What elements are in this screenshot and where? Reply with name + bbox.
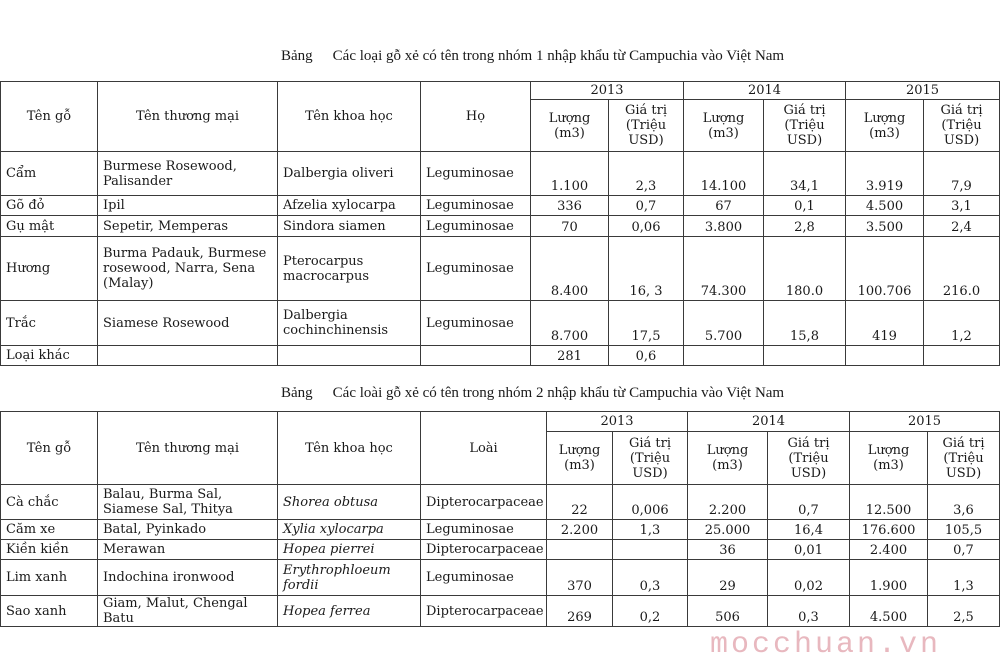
cell-trade-name: Batal, Pyinkado [98,520,278,540]
header-volume: Lượng (m3) [684,100,764,152]
cell-volume-2015: 3.500 [846,216,924,237]
header-value: Giá trị (Triệu USD) [928,432,1000,485]
cell-volume-2015: 3.919 [846,152,924,196]
cell-wood-name: Gõ đỏ [1,196,98,216]
cell-volume-2014: 3.800 [684,216,764,237]
cell-scientific-name: Hopea ferrea [278,596,421,627]
cell-wood-name: Căm xe [1,520,98,540]
header-family: Họ [421,82,531,152]
cell-family: Dipterocarpaceae [421,485,547,520]
cell-wood-name: Sao xanh [1,596,98,627]
cell-volume-2014: 506 [688,596,768,627]
header-trade-name: Tên thương mại [98,412,278,485]
cell-trade-name: Balau, Burma Sal, Siamese Sal, Thitya [98,485,278,520]
cell-volume-2015: 176.600 [850,520,928,540]
header-volume: Lượng (m3) [531,100,609,152]
cell-volume-2013: 336 [531,196,609,216]
cell-value-2014: 16,4 [768,520,850,540]
table-row [1,152,1000,196]
cell-scientific-name: Dalbergia oliveri [278,152,421,196]
cell-trade-name: Indochina ironwood [98,560,278,596]
cell-family: Dipterocarpaceae [421,540,547,560]
header-volume: Lượng (m3) [688,432,768,485]
cell-wood-name: Trắc [1,301,98,346]
header-scientific-name: Tên khoa học [278,82,421,152]
cell-volume-2013: 22 [547,485,613,520]
header-value: Giá trị (Triệu USD) [924,100,1000,152]
cell-volume-2013: 8.400 [531,237,609,301]
header-wood: Tên gỗ [1,82,98,152]
cell-scientific-name: Xylia xylocarpa [278,520,421,540]
cell-wood-name: Loại khác [1,346,98,366]
header-value: Giá trị (Triệu USD) [764,100,846,152]
cell-value-2014: 15,8 [764,301,846,346]
cell-wood-name: Hương [1,237,98,301]
cell-volume-2014: 25.000 [688,520,768,540]
table2-caption-title: Các loài gỗ xẻ có tên trong nhóm 2 nhập khẩu từ Campuchia vào Việt Nam [332,385,785,401]
cell-volume-2013: 370 [547,560,613,596]
cell-value-2015: 2,5 [928,596,1000,627]
cell-volume-2014: 14.100 [684,152,764,196]
header-value: Giá trị (Triệu USD) [613,432,688,485]
header-volume: Lượng (m3) [850,432,928,485]
cell-scientific-name: Pterocarpus macrocarpus [278,237,421,301]
header-wood: Tên gỗ [1,412,98,485]
header-value: Giá trị (Triệu USD) [768,432,850,485]
table-row [1,301,1000,346]
cell-volume-2015: 12.500 [850,485,928,520]
cell-volume-2013: 281 [531,346,609,366]
header-scientific-name: Tên khoa học [278,412,421,485]
table-row [1,485,1000,520]
cell-family: Leguminosae [421,216,531,237]
table-row [1,560,1000,596]
cell-value-2015: 3,6 [928,485,1000,520]
cell-value-2014: 0,3 [768,596,850,627]
header-family: Loài [421,412,547,485]
header-value: Giá trị (Triệu USD) [609,100,684,152]
header-year: 2013 [547,412,688,432]
cell-scientific-name: Sindora siamen [278,216,421,237]
cell-trade-name [98,346,278,366]
cell-family: Dipterocarpaceae [421,596,547,627]
cell-family [421,346,531,366]
table1-caption [0,48,1000,65]
cell-volume-2013: 2.200 [547,520,613,540]
cell-value-2014: 0,02 [768,560,850,596]
cell-volume-2014: 36 [688,540,768,560]
header-trade-name: Tên thương mại [98,82,278,152]
cell-volume-2013 [547,540,613,560]
header-year: 2013 [531,82,684,100]
cell-value-2014: 180.0 [764,237,846,301]
cell-trade-name: Sepetir, Memperas [98,216,278,237]
cell-value-2015: 3,1 [924,196,1000,216]
cell-volume-2013: 8.700 [531,301,609,346]
cell-scientific-name: Dalbergia cochinchinensis [278,301,421,346]
cell-value-2015: 105,5 [928,520,1000,540]
table-row [1,237,1000,301]
cell-value-2013: 1,3 [613,520,688,540]
header-year: 2014 [688,412,850,432]
cell-value-2015: 7,9 [924,152,1000,196]
table1-caption-label: Bảng [281,48,313,64]
cell-value-2013: 2,3 [609,152,684,196]
cell-value-2015 [924,346,1000,366]
cell-volume-2013: 70 [531,216,609,237]
cell-value-2013: 17,5 [609,301,684,346]
cell-volume-2014: 29 [688,560,768,596]
cell-volume-2014: 67 [684,196,764,216]
cell-value-2014: 2,8 [764,216,846,237]
cell-wood-name: Lim xanh [1,560,98,596]
cell-value-2014: 0,7 [768,485,850,520]
cell-value-2014: 0,1 [764,196,846,216]
cell-volume-2015: 4.500 [850,596,928,627]
header-row-years [1,412,1000,432]
cell-value-2013: 0,2 [613,596,688,627]
site-watermark: mocchuan.vn [710,628,942,662]
cell-value-2014 [764,346,846,366]
cell-value-2013: 16, 3 [609,237,684,301]
cell-family: Leguminosae [421,237,531,301]
cell-family: Leguminosae [421,301,531,346]
cell-value-2013 [613,540,688,560]
cell-trade-name: Ipil [98,196,278,216]
header-year: 2015 [846,82,1000,100]
cell-value-2013: 0,06 [609,216,684,237]
cell-family: Leguminosae [421,520,547,540]
cell-value-2013: 0,7 [609,196,684,216]
cell-value-2015: 216.0 [924,237,1000,301]
cell-volume-2014: 2.200 [688,485,768,520]
table-group1 [0,81,1000,366]
cell-scientific-name: Hopea pierrei [278,540,421,560]
cell-family: Leguminosae [421,560,547,596]
table-row [1,540,1000,560]
cell-scientific-name: Afzelia xylocarpa [278,196,421,216]
cell-volume-2015: 2.400 [850,540,928,560]
cell-volume-2015: 1.900 [850,560,928,596]
table-row [1,520,1000,540]
cell-wood-name: Kiền kiền [1,540,98,560]
cell-volume-2015: 4.500 [846,196,924,216]
header-volume: Lượng (m3) [846,100,924,152]
cell-value-2013: 0,6 [609,346,684,366]
cell-value-2013: 0,006 [613,485,688,520]
cell-trade-name: Burmese Rosewood, Palisander [98,152,278,196]
cell-family: Leguminosae [421,152,531,196]
cell-wood-name: Gụ mật [1,216,98,237]
header-volume: Lượng (m3) [547,432,613,485]
cell-value-2015: 1,2 [924,301,1000,346]
table-row [1,596,1000,627]
cell-value-2015: 0,7 [928,540,1000,560]
cell-volume-2015 [846,346,924,366]
cell-volume-2015: 100.706 [846,237,924,301]
header-year: 2015 [850,412,1000,432]
table-row [1,346,1000,366]
cell-scientific-name: Shorea obtusa [278,485,421,520]
cell-wood-name: Cà chắc [1,485,98,520]
cell-family: Leguminosae [421,196,531,216]
cell-volume-2013: 269 [547,596,613,627]
cell-volume-2014: 74.300 [684,237,764,301]
cell-value-2014: 34,1 [764,152,846,196]
cell-trade-name: Merawan [98,540,278,560]
table2-caption [0,385,1000,402]
table1-caption-title: Các loại gỗ xẻ có tên trong nhóm 1 nhập khẩu từ Campuchia vào Việt Nam [332,48,785,64]
cell-trade-name: Burma Padauk, Burmese rosewood, Narra, Sena (Malay) [98,237,278,301]
cell-volume-2013: 1.100 [531,152,609,196]
table2-caption-label: Bảng [281,385,313,401]
cell-value-2014: 0,01 [768,540,850,560]
cell-volume-2015: 419 [846,301,924,346]
cell-volume-2014: 5.700 [684,301,764,346]
header-row-years [1,82,1000,100]
cell-volume-2014 [684,346,764,366]
table-row [1,196,1000,216]
cell-scientific-name [278,346,421,366]
table-group2 [0,411,1000,627]
table-row [1,216,1000,237]
cell-value-2015: 1,3 [928,560,1000,596]
cell-value-2015: 2,4 [924,216,1000,237]
cell-wood-name: Cẩm [1,152,98,196]
cell-trade-name: Giam, Malut, Chengal Batu [98,596,278,627]
header-year: 2014 [684,82,846,100]
cell-scientific-name: Erythrophloeum fordii [278,560,421,596]
cell-value-2013: 0,3 [613,560,688,596]
cell-trade-name: Siamese Rosewood [98,301,278,346]
